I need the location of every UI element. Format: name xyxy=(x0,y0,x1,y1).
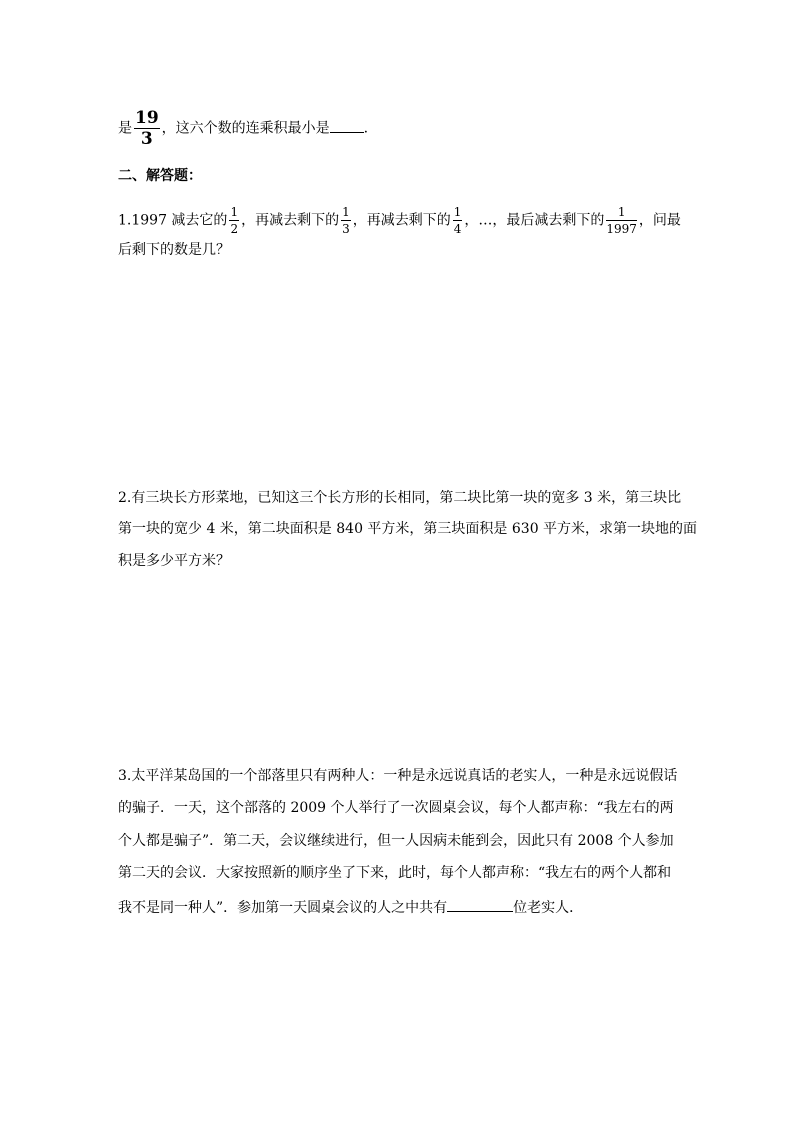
question-2-line-3: 积是多少平方米？ xyxy=(118,553,230,569)
question-3-line-5: 我不是同一种人”．参加第一天圆桌会议的人之中共有 位老实人． xyxy=(118,897,583,918)
fraction-1-2: $\frac{1}{2}$ xyxy=(230,205,239,236)
fragment-line: 是 $\frac{19}{3}$ ，这六个数的连乘积最小是 . xyxy=(118,108,369,149)
question-2-line-2: 第一块的宽少 4 米，第二块面积是 840 平方米，第三块面积是 630 平方米，求第一块地的面 xyxy=(118,521,698,537)
question-1-line-1: 1.1997 减去它的 $\frac{1}{2}$ ，再减去剩下的 $\frac{1}{3}$ ，再减去剩下的 $\frac{1}{4}$ ，…，最后减去剩下的 $\frac{1}{1997}$ ，问最 xyxy=(118,205,681,236)
question-2-line-1: 2.有三块长方形菜地，已知这三个长方形的长相同，第二块比第一块的宽多 3 米，第三块比 xyxy=(118,490,682,506)
section-heading: 二、解答题： xyxy=(118,168,202,184)
question-3-line-3: 个人都是骗子”．第二天，会议继续进行，但一人因病未能到会，因此只有 2008 个人参加 xyxy=(118,833,674,849)
question-1-line-2: 后剩下的数是几？ xyxy=(118,242,230,258)
answer-blank[interactable] xyxy=(330,118,364,133)
answer-blank[interactable] xyxy=(447,897,513,912)
fraction-19-3: $\frac{19}{3}$ xyxy=(135,108,159,149)
question-3-line-2: 的骗子．一天，这个部落的 2009 个人举行了一次圆桌会议，每个人都声称：“我左右的两 xyxy=(118,800,674,816)
fraction-1-4: $\frac{1}{4}$ xyxy=(453,205,462,236)
fraction-1-3: $\frac{1}{3}$ xyxy=(342,205,350,236)
fragment-text: ，这六个数的连乘积最小是 xyxy=(161,120,330,137)
fragment-prefix: 是 xyxy=(118,120,132,137)
fraction-1-1997: $\frac{1}{1997}$ xyxy=(606,205,637,236)
question-3-line-1: 3.太平洋某岛国的一个部落里只有两种人：一种是永远说真话的老实人，一种是永远说假话 xyxy=(118,768,678,784)
question-3-line-4: 第二天的会议．大家按照新的顺序坐了下来，此时，每个人都声称：“我左右的两个人都和 xyxy=(118,865,672,881)
